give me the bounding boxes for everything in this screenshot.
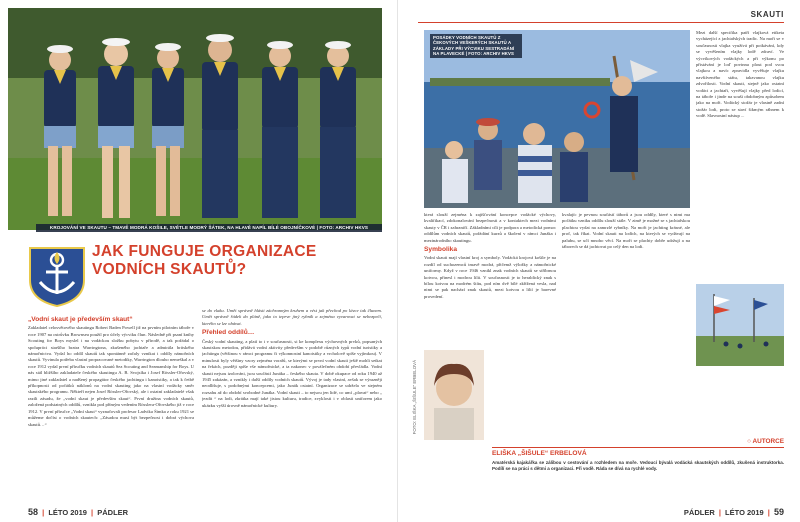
author-photo [424,350,484,440]
right-column-1 [424,212,556,336]
photo-caption-right: POSÁDKY VODNÍCH SKAUTŮ Z ČEKOVÝCH VEŠKERÝCH SKAUTŮ A ZÁKLADY PŘI VÝCVIKU SESTRADÁNÍ NA PLAVECKÉ | FOTO: ARCHIV HKVS [430,34,522,58]
scouts-group-illustration [8,8,382,230]
left-page [0,0,398,522]
left-column-2 [202,308,382,500]
side-credit: FOTO: ELIŠKA „ŠIŠULE“ ERBELOVÁ [412,360,417,435]
headline: JAK FUNGUJE ORGANIZACE VODNÍCH SKAUTŮ? [92,243,317,278]
magazine-name-right: PÁDLER [683,508,715,517]
right-column-3 [696,30,784,280]
paragraph-vlajky: Mezi další specifika patří vlajková etiketa vycházející z jachtařských tradic. Na moři se v současnosti vlajka využívá při potkávání, kdy se vyvěšením vlajky lodě zdraví. Ve výcvikových vodáckých a při výkonu po přistávání je loď povinna plout pod svou vlajkou a navíc zpravidla vyvěšuje vlajku navštíveného státu, takzvanou vlajku zdvořilosti. Vodní skauti, stejně jako ostatní vodáci a jachtaři, vyvěšují vlajky před lodicí, na táboře i jinde na souši obdobným způsobem jako na moři. Vodácký stožár je vlastně zadní stožár lodi, proto se staví šikmým ráhnem k vodě. Slavnostní nástup ... [696,30,784,119]
bullet-icon: ○ [747,438,751,445]
sea-scouts-logo [24,240,90,308]
author-bio: Amatérská kajakářka se zálibou v cestování a rozhledem na moře. Vedoucí bývalá vodácká skautských oddílů, zkušená instruktorka. Podílí se na práci s dětmi a organizaci. Při vodě. Ráda se dívá na rychlé vody. [492,460,784,471]
left-column-1 [28,314,194,500]
left-footer: 58 | LÉTO 2019 | PÁDLER [28,507,129,517]
section-label: SKAUTI [750,10,784,19]
paragraph-history: Zakladatel celosvětového skautingu Robert Baden Powell již na prvním pilotním táboře v roce 1907 na ostrůvku Brownsea použil pro účely výcviku člun. Následně při psaní knihy Scouting for Boys myslel i na vodáckou složku pobytu v přírodě, a tak požádal o spolupráci staršího bratra Warringtona, zkušeného jachtaře a admirála britského námořnictva. Vydal ho oddíl skautů tak spontánně začaly vznikat i oddíly námořních skautů. Vyvinula potřeba vlastní propracované metodiky, Warrington dlouho nemeškal a v roce 1912 vydal první příručku vodních skautů Sea Scouting and Seamanship for Boys. U nás stál bližšího zakladatele českého skautingu A. B. Svojsíka i Josef Rössler-Ořovský, mimo jiné zakladatel a nadšený propagátor českého jachtingu i kanoistiky, a tak k četbě příkopnosti od počátků náklonů na vodní skauting jako na vlastní vodácky směr skautského programu. Někteří nejen Josef Rössler-Ořovský, ale i ostatní zakladatelé však razili zásadu, že „vodní skaut je především skaut“. První družina vodních skautů, založená podstatných oddílů, vznikla pod přímým vedením Rösslera-Ořovského již v roce 1912. V první příručce „Vodní skaut“ vyznačovali profesor Ladvika Šimka z roku 1921 se můžeme dočíst o vodních skautech: „Zásadou musí být bezpečnost i dobrá výchova skautů…“ [28,325,194,427]
scouts-group-photo [8,8,382,230]
author-portrait [424,350,484,440]
subhead-vodni-skaut: „Vodní skaut je především skaut“ [28,316,133,323]
anchor-lily-icon [24,240,90,308]
section-rule [418,22,784,23]
right-column-2 [562,212,690,336]
page-number-right: 59 [773,507,784,517]
author-rule [492,447,784,448]
right-page [402,0,800,522]
paragraph-oddily: Český vodní skauting, a platí to i v současnosti, si ke komplexu výchovných prvků, popsaných skautskou metodou, přidává vodní aktivity především v podobě různých typů vodní turistiky a jachtingu (většinou v rámci programu či výkonnostní kanoistiky a vrcholově spíše vyjímkou). V minulosti byly většiny vzory zejména vorařů, se kterými se první vodní skauti ještě mohli setkat na řekách, později spíše vše námořnické, a ta nakonec v poválečném období převládla. Vodní skauti nejsou izolováni, jsou součástí Junáka – českého skauta. V době okupace od roku 1940 až 1945 zakázán, a vznikly i další oddíly vodních skautů. Vývoj je tady vlastní, avšak se výrazněji neodlišuje, s podobnými koncepcemi, jako Junák ostatní. Organizace se udržela ve stejném rozsahu až do období svobodné Junáka. Vodní skauti – to nejsou jen lidé, co umí „plavat“ nebo „ jezdit “ na lodi, zkrátka mají také jistou kulturu, tradice, zvyklosti i v oblasti uniforem jako ukázku vyšší úrovně námořnické kultury. [202,338,382,408]
page-number-left: 58 [28,507,39,517]
subhead-symbolika: Symbolika [424,246,457,254]
author-tag-label: AUTORCE [752,438,784,445]
paragraph-intro: se do vlaku. Umět správně hlásit záchranným kruhem a vést jak přechod po lávce tak člunem. Umět správně řádek do pláně, jako to teprve jiný rybník a zejména vyvarovat se nebezpečí, kterého se lze obávat. [202,308,382,326]
issue-left: LÉTO 2019 [48,508,87,517]
author-tag [747,438,784,445]
paragraph-jachting: kvalajíc je pevnou součástí táborů a jsou oddíly, které s nimi ma počátku vzniku oddílu slouží stále. V zimě je možné se s jachtařskou plachtou vydat na zamrzlé rybníky. Na moři je jachting krásné, ale proč, tak říkat. Vodní skauti na lodích, na kterých se vydávají na palubu, se učí mnoho věcí. Na moři se plachty dobře udržují a na táborech se dá jachtovat po celý den na lodi. [562,212,690,250]
paragraph-symbolika: Vodní skauti mají vlastní kroj a symboly. Vodácká krojová košile je na rozdíl od suchozemců tmavě modrá, přičemž výložky a námořnické uniformy. Když v roce 1946 vznikl znak vodních skautů se stříbrnou kotvou, přinesl i modrou lilii. V současnosti je to heraldický znak s bílou kotvou na modrém štítu, pod ním dvě bílé zkřížená vesla, nad nimi se pak nachází znak skautů, mezi kotvou a lilií je barevné provedení. [424,255,556,299]
author-name: ELIŠKA „ŠIŠULE“ ERBELOVÁ [492,450,587,457]
ceremony-photo [696,284,784,366]
issue-right: LÉTO 2019 [725,508,764,517]
photo-caption: KROJOVÁNÍ VE SKAUTU – TMAVĚ MODRÁ KOŠILE, SVĚTLE MODRÝ ŠÁTEK, NA HLAVĚ NAPÍL BÍLÉ OBOJNÍČKOVÉ | FOTO: ARCHIV HKVS [36,224,382,232]
paragraph-hkvs: která slouží zejména k zajišťování koncepce vodácké výchovy, kvalifikací, zdokonalování bezpečnosti a v kontaktech mezi vodními skauty v ČR i zahraničí. Základními cíli je podpora a metodická pomoc oddílům vodních skautů, pořádání kurzů a školení v rámci Junáka i mezinárodního skautingu. [424,212,556,243]
right-footer: PÁDLER | LÉTO 2019 | 59 [683,507,784,517]
subhead-prehled-oddilu: Přehled oddílů… [202,329,255,337]
magazine-name-left: PÁDLER [97,508,129,517]
flag-ceremony-illustration [696,284,784,366]
